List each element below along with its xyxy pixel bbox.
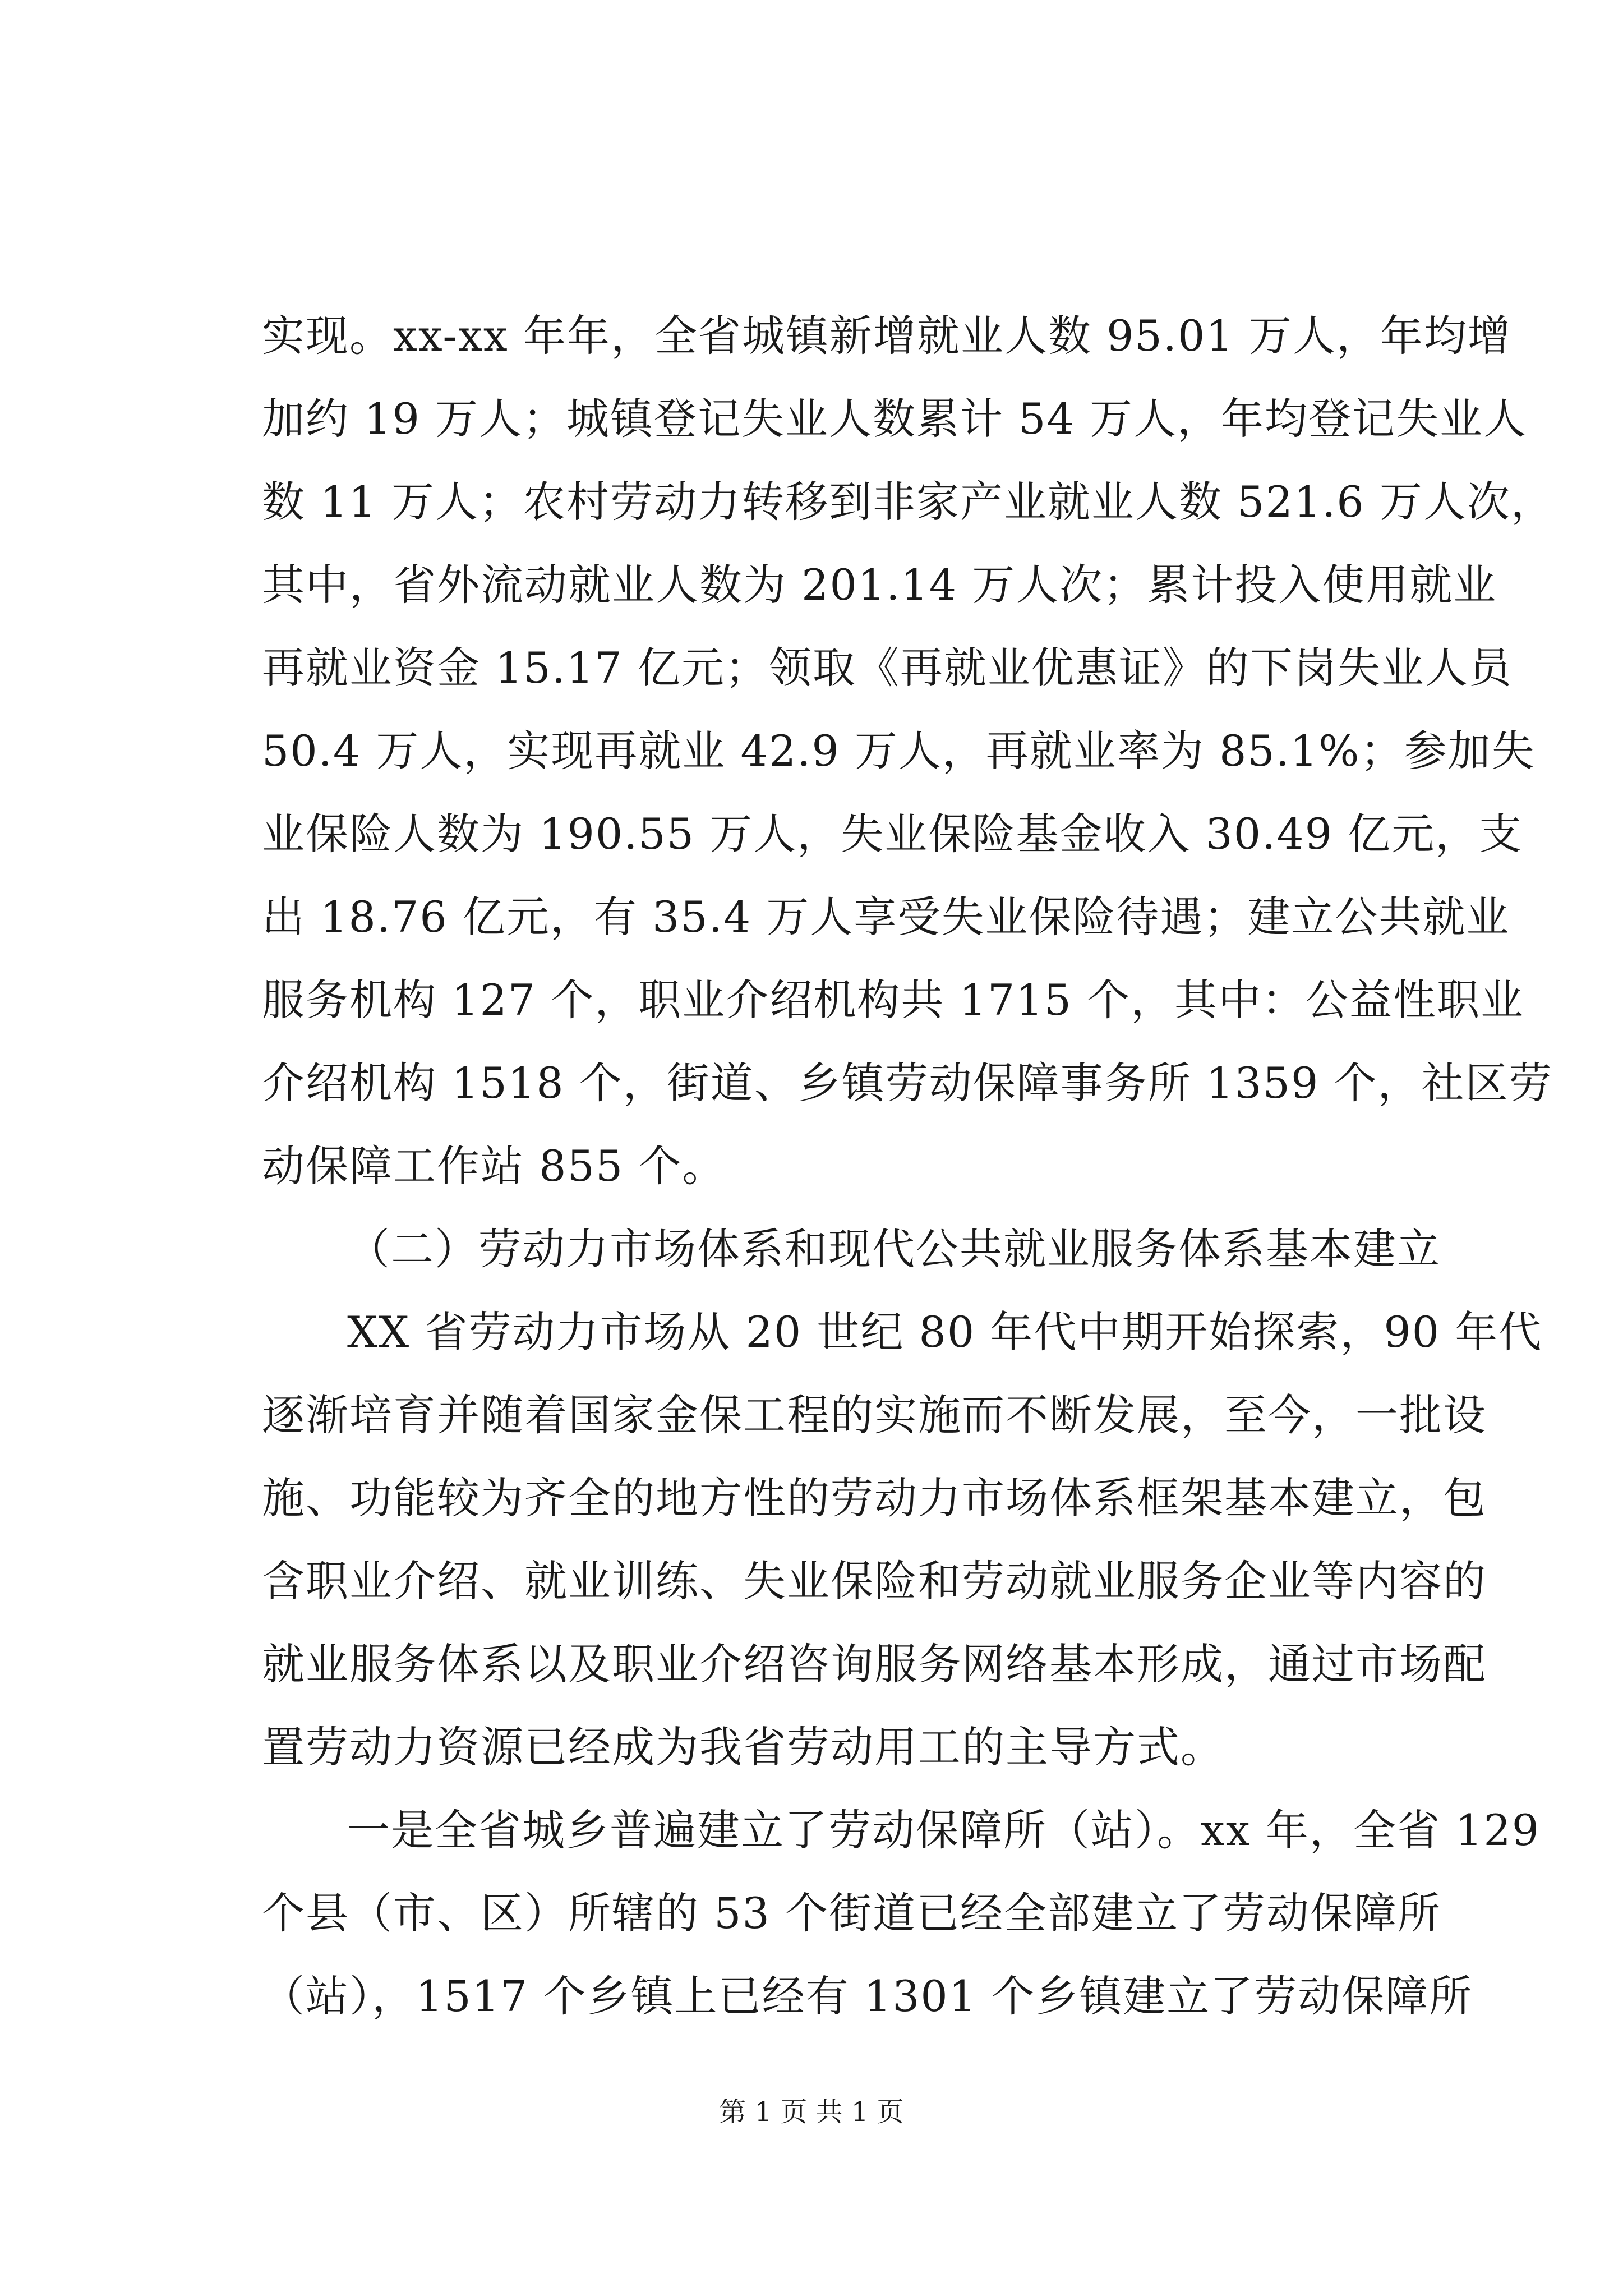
- body-line: 逐渐培育并随着国家金保工程的实施而不断发展，至今，一批设: [262, 1390, 1487, 1440]
- body-line: 置劳动力资源已经成为我省劳动用工的主导方式。: [262, 1722, 1224, 1772]
- body-line: 其中，省外流动就业人数为 201.14 万人次；累计投入使用就业: [262, 560, 1497, 610]
- page-number-footer: 第 1 页 共 1 页: [719, 2096, 904, 2128]
- body-line: 一是全省城乡普遍建立了劳动保障所（站）。xx 年，全省 129: [347, 1805, 1541, 1855]
- body-line: 个县（市、区）所辖的 53 个街道已经全部建立了劳动保障所: [262, 1888, 1442, 1938]
- body-line: 动保障工作站 855 个。: [262, 1141, 726, 1191]
- section-heading: （二）劳动力市场体系和现代公共就业服务体系基本建立: [347, 1224, 1441, 1274]
- body-line: 实现。xx-xx 年年，全省城镇新增就业人数 95.01 万人，年均增: [262, 311, 1511, 361]
- body-line: 50.4 万人，实现再就业 42.9 万人，再就业率为 85.1%；参加失: [262, 726, 1536, 776]
- body-line: 再就业资金 15.17 亿元；领取《再就业优惠证》的下岗失业人员: [262, 643, 1513, 693]
- body-line: （站），1517 个乡镇上已经有 1301 个乡镇建立了劳动保障所: [262, 1971, 1473, 2021]
- body-line: 介绍机构 1518 个，街道、乡镇劳动保障事务所 1359 个，社区劳: [262, 1058, 1553, 1108]
- body-line: 含职业介绍、就业训练、失业保险和劳动就业服务企业等内容的: [262, 1556, 1487, 1606]
- body-line: 服务机构 127 个，职业介绍机构共 1715 个，其中：公益性职业: [262, 975, 1525, 1025]
- body-line: XX 省劳动力市场从 20 世纪 80 年代中期开始探索，90 年代: [347, 1307, 1543, 1357]
- body-line: 加约 19 万人；城镇登记失业人数累计 54 万人，年均登记失业人: [262, 394, 1528, 444]
- body-line: 出 18.76 亿元，有 35.4 万人享受失业保险待遇；建立公共就业: [262, 892, 1510, 942]
- body-line: 施、功能较为齐全的地方性的劳动力市场体系框架基本建立，包: [262, 1473, 1487, 1523]
- body-line: 业保险人数为 190.55 万人，失业保险基金收入 30.49 亿元，支: [262, 809, 1523, 859]
- body-line: 就业服务体系以及职业介绍咨询服务网络基本形成，通过市场配: [262, 1639, 1487, 1689]
- body-line: 数 11 万人；农村劳动力转移到非家产业就业人数 521.6 万人次，: [262, 477, 1555, 527]
